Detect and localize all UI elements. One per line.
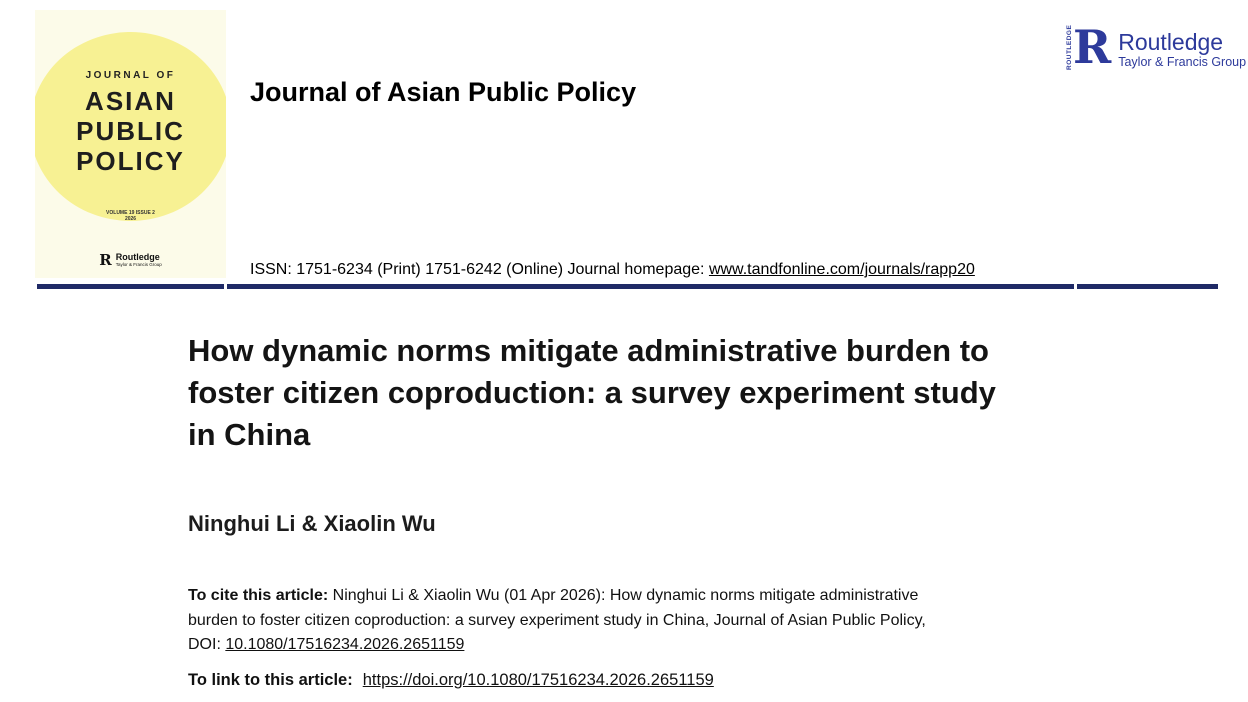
cover-routledge-logo [35,253,226,268]
link-line [188,671,714,690]
routledge-vertical-text: ROUTLEDGE [1066,24,1073,70]
cover-kicker: JOURNAL OF [85,70,176,81]
logo-publisher-subtitle: Taylor & Francis Group [1118,54,1247,69]
cite-doi-link[interactable]: 10.1080/17516234.2026.2651159 [225,636,465,653]
logo-publisher-name: Routledge [1118,28,1224,55]
link-label: To link to this article: [188,671,353,689]
routledge-r-icon: R [99,251,112,269]
article-authors: Ninghui Li & Xiaolin Wu [188,511,436,536]
cite-text: Ninghui Li & Xiaolin Wu (01 Apr 2026): How dynamic norms mitigate administrative burden to foster citizen coproduction: a survey experiment study in China, Journal of Asian Public Policy, DOI: [188,587,931,653]
cover-volume-line-2: 2026 [124,216,137,222]
journal-cover-image [35,10,226,278]
taylor-francis-logo [1066,20,1247,74]
issn-text: ISSN: 1751-6234 (Print) 1751-6242 (Online) Journal homepage: [250,261,709,278]
cover-publisher-name: Routledge [115,252,160,262]
cover-title-line-2: PUBLIC [76,116,185,146]
issn-line [250,261,975,279]
divider-rule-segment-center [227,284,1074,289]
cover-title-line-3: POLICY [76,146,185,176]
routledge-r-icon: R [1073,20,1112,74]
divider-rule-segment-right [1077,284,1218,289]
article-doi-link[interactable]: https://doi.org/10.1080/17516234.2026.2651159 [362,671,714,689]
journal-title: Journal of Asian Public Policy [250,77,637,107]
cover-volume-info [35,210,226,222]
cover-publisher-subtitle: Taylor & Francis Group [115,262,162,267]
cover-title-line-1: ASIAN [85,86,176,116]
journal-homepage-link[interactable]: www.tandfonline.com/journals/rapp20 [708,261,975,278]
divider-rule-segment-left [37,284,224,289]
article-title: How dynamic norms mitigate administrative burden to foster citizen coproduction: a survey experiment study in China [188,333,996,452]
cover-journal-title [35,86,226,176]
cite-paragraph [188,584,931,658]
cite-label: To cite this article: [188,587,329,604]
cover-volume-line-1: VOLUME 19 ISSUE 2 [106,210,155,216]
